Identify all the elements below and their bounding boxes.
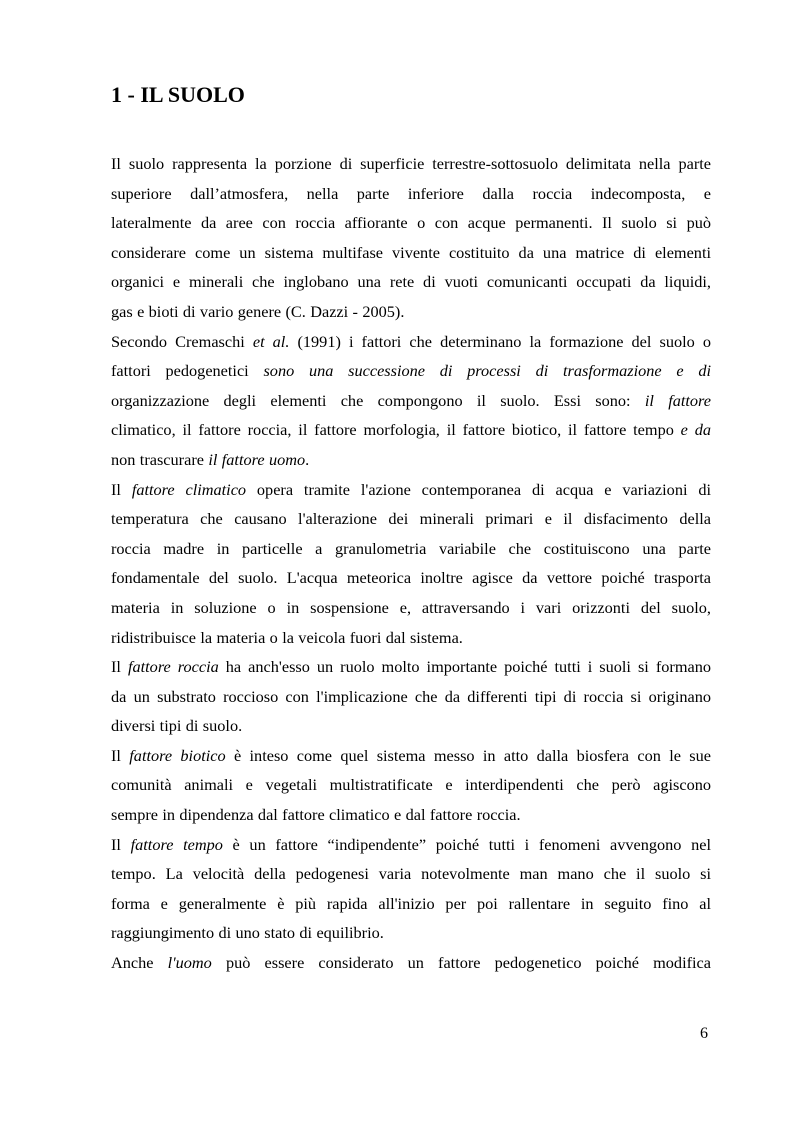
- text-run: è inteso come quel sistema messo in atto dalla biosfera con le sue: [225, 745, 711, 765]
- text-line: [111, 356, 711, 386]
- text-run: sempre in dipendenza dal fattore climatico e dal fattore roccia.: [111, 805, 521, 825]
- text-run: Secondo Cremaschi: [111, 331, 253, 351]
- text-line: [111, 327, 711, 357]
- page-number: 6: [700, 1025, 708, 1042]
- text-line: [111, 623, 711, 653]
- text-run: Il: [111, 745, 130, 765]
- text-run: raggiungimento di uno stato di equilibrio.: [111, 923, 384, 943]
- text-line: [111, 800, 711, 830]
- text-line: [111, 593, 711, 623]
- text-run: .: [305, 449, 310, 469]
- text-line: [111, 711, 711, 741]
- text-run: può essere considerato un fattore pedogenetico poiché modifica: [211, 953, 711, 973]
- text-line: [111, 179, 711, 209]
- paragraph: [111, 830, 711, 948]
- text-line: [111, 267, 711, 297]
- text-run: (1991) i fattori che determinano la formazione del suolo o: [289, 331, 712, 351]
- text-run: materia in soluzione o in sospensione e, attraversando i vari orizzonti del suolo,: [111, 597, 711, 617]
- section-heading: 1 - IL SUOLO: [111, 82, 245, 107]
- text-run: opera tramite l'azione contemporanea di acqua e variazioni di: [246, 479, 712, 499]
- text-run: considerare come un sistema multifase vivente costituito da una matrice di elementi: [111, 242, 711, 262]
- text-line: [111, 652, 711, 682]
- text-run: Il: [111, 657, 128, 677]
- text-run: Il: [111, 834, 131, 854]
- text-line: [111, 504, 711, 534]
- text-run: Il suolo rappresenta la porzione di superficie terrestre-sottosuolo delimitata nella parte: [111, 154, 711, 173]
- text-run: tempo. La velocità della pedogenesi varia notevolmente man mano che il suolo si: [111, 864, 711, 884]
- text-line: [111, 770, 711, 800]
- text-line: [111, 889, 711, 919]
- text-run: roccia madre in particelle a granulometria variabile che costituiscono una parte: [111, 538, 711, 558]
- italic-term: sono una successione di processi di trasformazione e di: [248, 361, 711, 381]
- italic-term: fattore biotico: [129, 745, 226, 765]
- italic-term: fattore tempo: [130, 834, 223, 854]
- text-line: [111, 830, 711, 860]
- text-run: Il: [111, 479, 132, 499]
- text-run: fattori pedogenetici: [111, 361, 249, 381]
- text-line: [111, 859, 711, 889]
- text-line: [111, 238, 711, 268]
- text-run: Anche: [111, 953, 168, 973]
- text-line: [111, 445, 711, 475]
- text-run: da un substrato roccioso con l'implicazione che da differenti tipi di roccia si originano: [111, 686, 711, 706]
- text-run: temperatura che causano l'alterazione dei minerali primari e il disfacimento della: [111, 509, 711, 529]
- text-line: [111, 386, 711, 416]
- text-line: [111, 149, 711, 179]
- italic-term: fattore roccia: [127, 657, 219, 677]
- text-run: ridistribuisce la materia o la veicola fuori dal sistema.: [111, 627, 463, 647]
- text-line: [111, 918, 711, 948]
- text-line: [111, 534, 711, 564]
- text-line: [111, 475, 711, 505]
- text-line: [111, 297, 711, 327]
- paragraph: [111, 327, 711, 475]
- italic-term: l'uomo: [167, 953, 212, 973]
- text-line: [111, 208, 711, 238]
- text-run: gas e bioti di vario genere (C. Dazzi - 2005).: [111, 301, 405, 321]
- text-run: superiore dall’atmosfera, nella parte inferiore dalla roccia indecomposta, e: [111, 183, 711, 203]
- italic-term: et al.: [252, 331, 290, 351]
- text-run: forma e generalmente è più rapida all'inizio per poi rallentare in seguito fino al: [111, 893, 711, 913]
- italic-term: fattore climatico: [131, 479, 247, 499]
- text-run: organizzazione degli elementi che compongono il suolo. Essi sono:: [111, 390, 645, 410]
- paragraph: [111, 652, 711, 741]
- italic-term: il fattore: [644, 390, 712, 410]
- text-line: [111, 682, 711, 712]
- text-line: [111, 415, 711, 445]
- text-line: [111, 948, 711, 978]
- text-run: non trascurare: [111, 449, 209, 469]
- text-run: è un fattore “indipendente” poiché tutti i fenomeni avvengono nel: [222, 834, 711, 854]
- paragraph: [111, 741, 711, 830]
- text-line: [111, 741, 711, 771]
- paragraph: [111, 149, 711, 327]
- italic-term: il fattore uomo: [208, 449, 306, 469]
- text-line: [111, 563, 711, 593]
- italic-term: e da: [673, 420, 712, 440]
- text-run: lateralmente da aree con roccia affiorante o con acque permanenti. Il suolo si può: [111, 213, 711, 233]
- paragraph: [111, 948, 711, 978]
- text-run: ha anch'esso un ruolo molto importante poiché tutti i suoli si formano: [218, 657, 711, 677]
- text-run: comunità animali e vegetali multistratificate e interdipendenti che però agiscono: [111, 775, 711, 795]
- body-text: [111, 149, 711, 978]
- paragraph: [111, 475, 711, 653]
- text-run: organici e minerali che inglobano una rete di vuoti comunicanti occupati da liquidi,: [111, 272, 711, 292]
- text-run: climatico, il fattore roccia, il fattore morfologia, il fattore biotico, il fattore tempo: [111, 420, 674, 440]
- text-run: fondamentale del suolo. L'acqua meteorica inoltre agisce da vettore poiché trasporta: [111, 568, 711, 588]
- text-run: diversi tipi di suolo.: [111, 716, 243, 736]
